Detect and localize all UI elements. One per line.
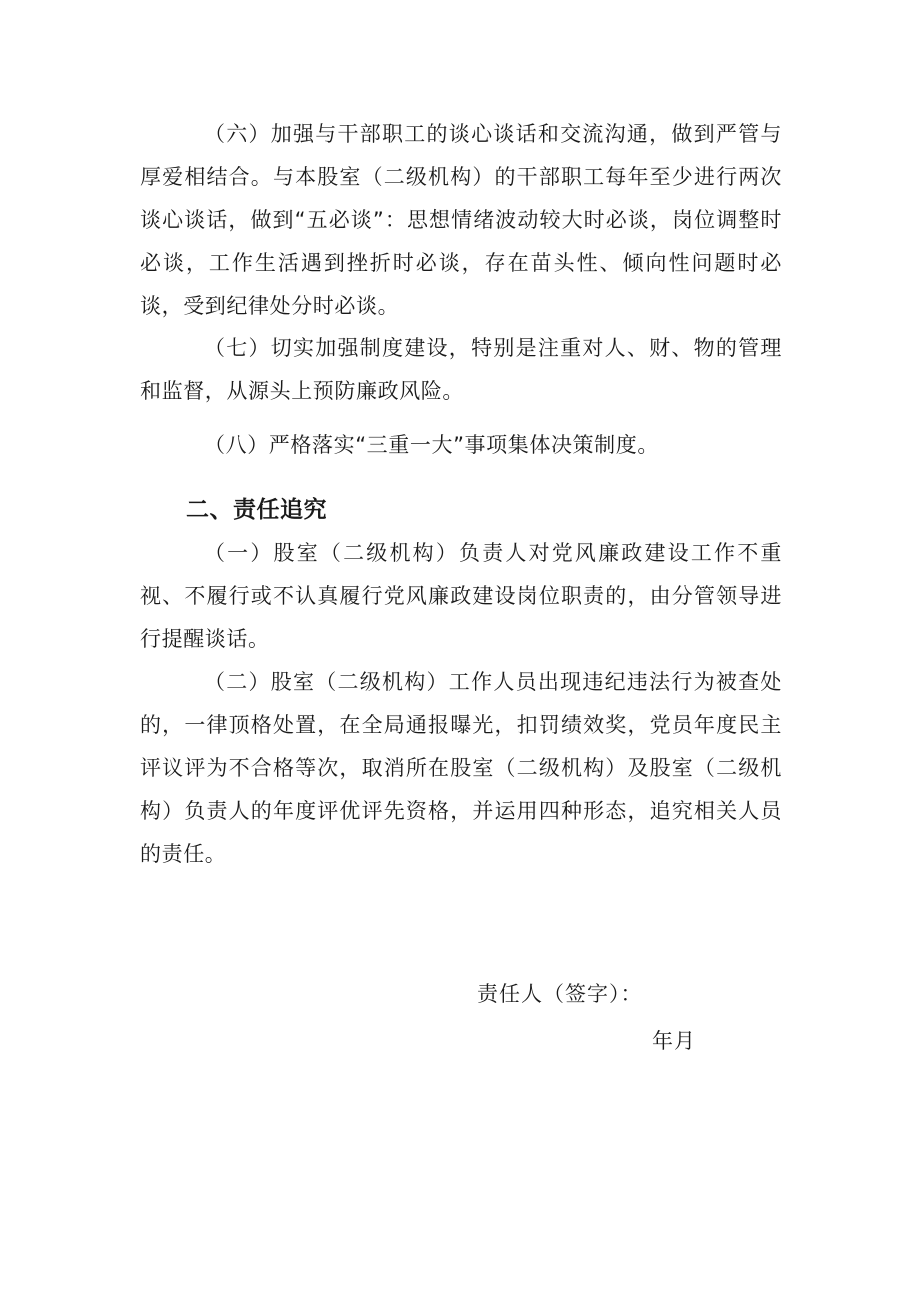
paragraph-accountability-1: （一）股室（二级机构）负责人对党风廉政建设工作不重视、不履行或不认真履行党风廉政建设岗位职责的，由分管领导进行提醒谈话。 xyxy=(140,541,782,651)
paragraph-item-8: （八）严格落实“三重一大”事项集体决策制度。 xyxy=(204,433,659,457)
section-heading-accountability: 二、责任追究 xyxy=(186,497,327,523)
signature-label: 责任人（签字）： xyxy=(477,982,643,1006)
paragraph-accountability-2: （二）股室（二级机构）工作人员出现违纪违法行为被查处的，一律顶格处置，在全局通报曝光，扣罚绩效奖，党员年度民主评议评为不合格等次，取消所在股室（二级机构）及股室（二级机构）负责人的年度评优评先资格，并运用四种形态，追究相关人员的责任。 xyxy=(140,670,782,866)
paragraph-item-7: （七）切实加强制度建设，特别是注重对人、财、物的管理和监督，从源头上预防廉政风险。 xyxy=(140,336,782,403)
date-label: 年月 xyxy=(652,1029,696,1053)
paragraph-item-6: （六）加强与干部职工的谈心谈话和交流沟通，做到严管与厚爱相结合。与本股室（二级机构）的干部职工每年至少进行两次谈心谈话，做到“五必谈”：思想情绪波动较大时必谈，岗位调整时必谈，工作生活遇到挫折时必谈，存在苗头性、倾向性问题时必谈，受到纪律处分时必谈。 xyxy=(140,122,782,318)
